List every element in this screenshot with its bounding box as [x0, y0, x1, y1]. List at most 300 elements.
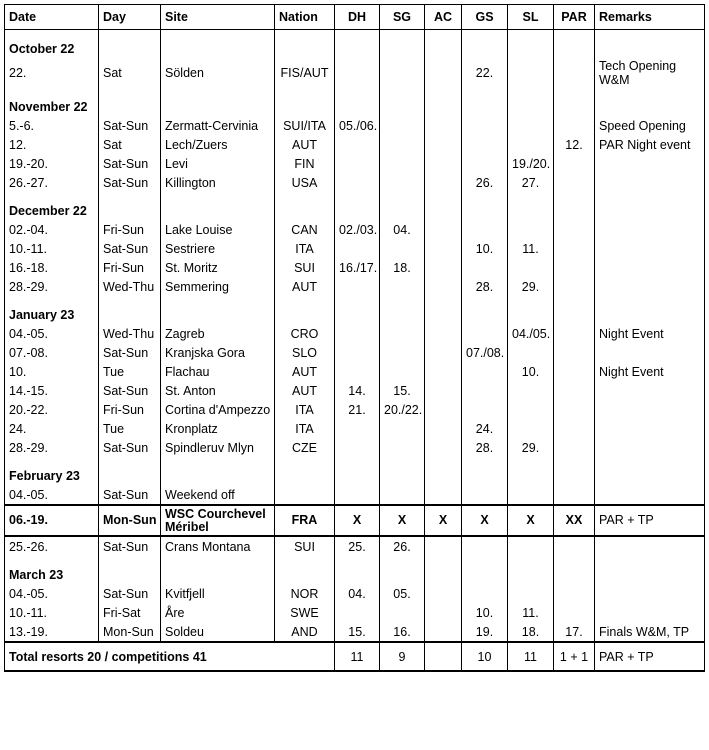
cell-date: 12.	[5, 135, 99, 154]
cell-remarks	[595, 419, 705, 438]
cell-date: 10.	[5, 362, 99, 381]
cell-remarks: PAR + TP	[595, 505, 705, 536]
cell-day: Sat	[99, 58, 161, 88]
cell-gs	[462, 220, 508, 239]
cell-ac	[425, 362, 462, 381]
cell-par	[554, 277, 595, 296]
month-row	[5, 466, 705, 485]
cell-day: Wed-Thu	[99, 324, 161, 343]
table-row	[5, 381, 705, 400]
cell-day: Tue	[99, 419, 161, 438]
cell-gs	[462, 258, 508, 277]
cell-ac	[425, 324, 462, 343]
cell-date: 26.-27.	[5, 173, 99, 192]
header-sg: SG	[380, 5, 425, 30]
total-sg: 9	[380, 642, 425, 671]
month-row	[5, 97, 705, 116]
table-row	[5, 58, 705, 88]
table-row	[5, 419, 705, 438]
cell-sg: 04.	[380, 220, 425, 239]
cell-day: Sat-Sun	[99, 485, 161, 505]
total-label: Total resorts 20 / competitions 41	[5, 642, 335, 671]
cell-nation: CRO	[275, 324, 335, 343]
spacer-row	[5, 457, 705, 466]
header-day: Day	[99, 5, 161, 30]
cell-gs	[462, 536, 508, 556]
total-par: 1 + 1	[554, 642, 595, 671]
cell-ac	[425, 438, 462, 457]
cell-sg	[380, 239, 425, 258]
cell-ac	[425, 258, 462, 277]
cell-nation: AUT	[275, 362, 335, 381]
cell-dh: 02./03.	[335, 220, 380, 239]
cell-date: 5.-6.	[5, 116, 99, 135]
cell-site: Kvitfjell	[161, 584, 275, 603]
cell-sl: 10.	[508, 362, 554, 381]
cell-sl	[508, 419, 554, 438]
cell-remarks	[595, 584, 705, 603]
cell-sg	[380, 324, 425, 343]
cell-dh: X	[335, 505, 380, 536]
cell-ac: X	[425, 505, 462, 536]
header-dh: DH	[335, 5, 380, 30]
cell-sg: 26.	[380, 536, 425, 556]
cell-sl: 11.	[508, 239, 554, 258]
cell-day: Mon-Sun	[99, 505, 161, 536]
cell-gs: 07./08.	[462, 343, 508, 362]
cell-dh	[335, 603, 380, 622]
cell-site: Killington	[161, 173, 275, 192]
cell-remarks	[595, 438, 705, 457]
cell-ac	[425, 343, 462, 362]
cell-gs: 26.	[462, 173, 508, 192]
cell-par	[554, 116, 595, 135]
table-row	[5, 239, 705, 258]
cell-sg	[380, 438, 425, 457]
cell-remarks	[595, 173, 705, 192]
cell-par	[554, 438, 595, 457]
cell-gs	[462, 362, 508, 381]
cell-sg	[380, 58, 425, 88]
cell-sl: 29.	[508, 438, 554, 457]
cell-sg	[380, 343, 425, 362]
cell-nation: FIN	[275, 154, 335, 173]
cell-remarks: Night Event	[595, 362, 705, 381]
cell-sl: 04./05.	[508, 324, 554, 343]
cell-dh	[335, 343, 380, 362]
cell-sg	[380, 116, 425, 135]
cell-ac	[425, 135, 462, 154]
cell-nation: SLO	[275, 343, 335, 362]
cell-nation: ITA	[275, 239, 335, 258]
table-row	[5, 603, 705, 622]
cell-remarks	[595, 154, 705, 173]
cell-remarks	[595, 381, 705, 400]
cell-dh	[335, 277, 380, 296]
cell-remarks	[595, 220, 705, 239]
cell-dh: 16./17.	[335, 258, 380, 277]
cell-day: Tue	[99, 362, 161, 381]
month-label: March 23	[5, 565, 99, 584]
cell-sl: 19./20.	[508, 154, 554, 173]
cell-sg	[380, 362, 425, 381]
cell-sl: 29.	[508, 277, 554, 296]
table-row	[5, 173, 705, 192]
total-dh: 11	[335, 642, 380, 671]
cell-gs	[462, 485, 508, 505]
cell-par: XX	[554, 505, 595, 536]
cell-site: Åre	[161, 603, 275, 622]
cell-site: Sölden	[161, 58, 275, 88]
cell-remarks	[595, 485, 705, 505]
cell-remarks	[595, 258, 705, 277]
cell-remarks	[595, 400, 705, 419]
cell-site: Kranjska Gora	[161, 343, 275, 362]
total-gs: 10	[462, 642, 508, 671]
cell-ac	[425, 536, 462, 556]
cell-day: Mon-Sun	[99, 622, 161, 642]
cell-sl: 18.	[508, 622, 554, 642]
cell-gs: 10.	[462, 603, 508, 622]
cell-ac	[425, 622, 462, 642]
cell-gs: 10.	[462, 239, 508, 258]
cell-site: Lech/Zuers	[161, 135, 275, 154]
cell-site: Zagreb	[161, 324, 275, 343]
cell-date: 19.-20.	[5, 154, 99, 173]
cell-par	[554, 154, 595, 173]
cell-par	[554, 343, 595, 362]
cell-sl	[508, 135, 554, 154]
cell-date: 28.-29.	[5, 438, 99, 457]
cell-ac	[425, 220, 462, 239]
cell-date: 10.-11.	[5, 239, 99, 258]
table-row	[5, 584, 705, 603]
cell-par	[554, 381, 595, 400]
cell-nation: ITA	[275, 419, 335, 438]
table-row	[5, 536, 705, 556]
cell-gs	[462, 324, 508, 343]
cell-gs	[462, 381, 508, 400]
table-row	[5, 362, 705, 381]
spacer-row	[5, 192, 705, 201]
cell-sl	[508, 58, 554, 88]
cell-sl	[508, 116, 554, 135]
cell-par	[554, 419, 595, 438]
cell-nation: FRA	[275, 505, 335, 536]
cell-day: Sat	[99, 135, 161, 154]
cell-day: Sat-Sun	[99, 116, 161, 135]
cell-remarks	[595, 277, 705, 296]
cell-sg: 18.	[380, 258, 425, 277]
cell-gs	[462, 135, 508, 154]
cell-ac	[425, 485, 462, 505]
cell-day: Fri-Sun	[99, 220, 161, 239]
cell-nation: AUT	[275, 381, 335, 400]
cell-site: Crans Montana	[161, 536, 275, 556]
total-row	[5, 642, 705, 671]
table-row	[5, 622, 705, 642]
cell-dh	[335, 58, 380, 88]
cell-ac	[425, 603, 462, 622]
cell-gs: 28.	[462, 277, 508, 296]
cell-ac	[425, 173, 462, 192]
cell-nation: AND	[275, 622, 335, 642]
cell-nation: SUI	[275, 536, 335, 556]
cell-dh	[335, 324, 380, 343]
table-row	[5, 324, 705, 343]
cell-remarks: Night Event	[595, 324, 705, 343]
month-label: November 22	[5, 97, 99, 116]
cell-par	[554, 603, 595, 622]
cell-sl	[508, 536, 554, 556]
cell-day: Fri-Sun	[99, 400, 161, 419]
table-row	[5, 485, 705, 505]
cell-sl	[508, 485, 554, 505]
cell-day: Sat-Sun	[99, 154, 161, 173]
cell-sl	[508, 343, 554, 362]
cell-dh: 25.	[335, 536, 380, 556]
cell-par	[554, 220, 595, 239]
cell-site: St. Moritz	[161, 258, 275, 277]
cell-sg	[380, 277, 425, 296]
cell-par	[554, 258, 595, 277]
cell-day: Sat-Sun	[99, 381, 161, 400]
cell-gs: X	[462, 505, 508, 536]
total-remarks: PAR + TP	[595, 642, 705, 671]
cell-ac	[425, 400, 462, 419]
table-row	[5, 116, 705, 135]
cell-sg	[380, 603, 425, 622]
cell-dh	[335, 135, 380, 154]
cell-gs	[462, 584, 508, 603]
table-row	[5, 400, 705, 419]
cell-nation: SWE	[275, 603, 335, 622]
cell-site: Levi	[161, 154, 275, 173]
cell-nation: USA	[275, 173, 335, 192]
total-sl: 11	[508, 642, 554, 671]
cell-day: Fri-Sat	[99, 603, 161, 622]
cell-sg: 20./22.	[380, 400, 425, 419]
table-row	[5, 277, 705, 296]
cell-day: Sat-Sun	[99, 536, 161, 556]
header-date: Date	[5, 5, 99, 30]
cell-nation: CZE	[275, 438, 335, 457]
cell-dh: 15.	[335, 622, 380, 642]
cell-dh	[335, 438, 380, 457]
cell-date: 25.-26.	[5, 536, 99, 556]
cell-dh: 14.	[335, 381, 380, 400]
cell-gs: 28.	[462, 438, 508, 457]
cell-nation: SUI/ITA	[275, 116, 335, 135]
cell-ac	[425, 584, 462, 603]
cell-sl	[508, 258, 554, 277]
cell-date: 04.-05.	[5, 485, 99, 505]
cell-site: Zermatt-Cervinia	[161, 116, 275, 135]
calendar-table	[4, 4, 705, 672]
cell-date: 22.	[5, 58, 99, 88]
header-remarks: Remarks	[595, 5, 705, 30]
cell-sg	[380, 135, 425, 154]
month-label: December 22	[5, 201, 99, 220]
cell-sg: 16.	[380, 622, 425, 642]
cell-date: 04.-05.	[5, 324, 99, 343]
spacer-row	[5, 556, 705, 565]
cell-ac	[425, 239, 462, 258]
header-row	[5, 5, 705, 30]
cell-site: Cortina d'Ampezzo	[161, 400, 275, 419]
cell-day: Sat-Sun	[99, 239, 161, 258]
cell-remarks	[595, 603, 705, 622]
cell-site: Kronplatz	[161, 419, 275, 438]
cell-dh: 04.	[335, 584, 380, 603]
cell-nation	[275, 485, 335, 505]
cell-sl	[508, 220, 554, 239]
cell-date: 07.-08.	[5, 343, 99, 362]
cell-nation: NOR	[275, 584, 335, 603]
header-gs: GS	[462, 5, 508, 30]
cell-date: 10.-11.	[5, 603, 99, 622]
cell-remarks: Speed Opening	[595, 116, 705, 135]
cell-ac	[425, 277, 462, 296]
cell-date: 20.-22.	[5, 400, 99, 419]
cell-nation: ITA	[275, 400, 335, 419]
cell-sg	[380, 154, 425, 173]
header-nation: Nation	[275, 5, 335, 30]
cell-par	[554, 362, 595, 381]
cell-date: 13.-19.	[5, 622, 99, 642]
cell-day: Sat-Sun	[99, 343, 161, 362]
table-row	[5, 154, 705, 173]
cell-sl	[508, 381, 554, 400]
cell-par	[554, 58, 595, 88]
cell-sg	[380, 485, 425, 505]
cell-nation: SUI	[275, 258, 335, 277]
cell-par	[554, 173, 595, 192]
month-label: January 23	[5, 305, 99, 324]
month-row	[5, 565, 705, 584]
cell-dh: 21.	[335, 400, 380, 419]
cell-sl: 27.	[508, 173, 554, 192]
cell-date: 06.-19.	[5, 505, 99, 536]
cell-par	[554, 536, 595, 556]
table-row	[5, 220, 705, 239]
cell-dh	[335, 154, 380, 173]
spacer-row	[5, 88, 705, 97]
cell-par	[554, 239, 595, 258]
cell-date: 24.	[5, 419, 99, 438]
cell-site: Spindleruv Mlyn	[161, 438, 275, 457]
cell-date: 02.-04.	[5, 220, 99, 239]
cell-site: Soldeu	[161, 622, 275, 642]
cell-day: Sat-Sun	[99, 584, 161, 603]
header-site: Site	[161, 5, 275, 30]
cell-sl: 11.	[508, 603, 554, 622]
cell-site: Lake Louise	[161, 220, 275, 239]
cell-site: Semmering	[161, 277, 275, 296]
month-row	[5, 201, 705, 220]
header-ac: AC	[425, 5, 462, 30]
cell-site: Weekend off	[161, 485, 275, 505]
cell-par	[554, 485, 595, 505]
cell-par	[554, 584, 595, 603]
cell-dh	[335, 485, 380, 505]
month-label: October 22	[5, 39, 99, 58]
cell-sg: X	[380, 505, 425, 536]
cell-sl	[508, 400, 554, 419]
cell-ac	[425, 381, 462, 400]
cell-dh: 05./06.	[335, 116, 380, 135]
cell-par: 17.	[554, 622, 595, 642]
cell-sg: 05.	[380, 584, 425, 603]
cell-sg	[380, 419, 425, 438]
cell-remarks	[595, 536, 705, 556]
cell-ac	[425, 419, 462, 438]
cell-ac	[425, 58, 462, 88]
spacer-row	[5, 296, 705, 305]
table-row	[5, 135, 705, 154]
cell-date: 14.-15.	[5, 381, 99, 400]
cell-ac	[425, 116, 462, 135]
cell-site: Sestriere	[161, 239, 275, 258]
cell-remarks	[595, 239, 705, 258]
cell-site: Flachau	[161, 362, 275, 381]
cell-gs	[462, 116, 508, 135]
cell-site: St. Anton	[161, 381, 275, 400]
month-row	[5, 305, 705, 324]
cell-remarks: PAR Night event	[595, 135, 705, 154]
cell-nation: AUT	[275, 135, 335, 154]
cell-day: Wed-Thu	[99, 277, 161, 296]
cell-date: 28.-29.	[5, 277, 99, 296]
cell-sg	[380, 173, 425, 192]
cell-gs	[462, 154, 508, 173]
cell-remarks: Tech Opening W&M	[595, 58, 705, 88]
cell-nation: FIS/AUT	[275, 58, 335, 88]
header-par: PAR	[554, 5, 595, 30]
table-row	[5, 343, 705, 362]
cell-par	[554, 324, 595, 343]
cell-sg: 15.	[380, 381, 425, 400]
month-label: February 23	[5, 466, 99, 485]
month-row	[5, 39, 705, 58]
cell-par: 12.	[554, 135, 595, 154]
cell-gs: 22.	[462, 58, 508, 88]
cell-dh	[335, 239, 380, 258]
cell-nation: CAN	[275, 220, 335, 239]
cell-sl	[508, 584, 554, 603]
spacer-row	[5, 30, 705, 40]
cell-dh	[335, 419, 380, 438]
table-row	[5, 258, 705, 277]
cell-dh	[335, 173, 380, 192]
cell-par	[554, 400, 595, 419]
cell-site: WSC Courchevel Méribel	[161, 505, 275, 536]
cell-day: Sat-Sun	[99, 173, 161, 192]
cell-day: Sat-Sun	[99, 438, 161, 457]
cell-ac	[425, 154, 462, 173]
total-ac	[425, 642, 462, 671]
cell-date: 04.-05.	[5, 584, 99, 603]
table-row	[5, 505, 705, 536]
cell-date: 16.-18.	[5, 258, 99, 277]
cell-day: Fri-Sun	[99, 258, 161, 277]
cell-nation: AUT	[275, 277, 335, 296]
cell-dh	[335, 362, 380, 381]
cell-gs	[462, 400, 508, 419]
cell-remarks: Finals W&M, TP	[595, 622, 705, 642]
header-sl: SL	[508, 5, 554, 30]
table-row	[5, 438, 705, 457]
